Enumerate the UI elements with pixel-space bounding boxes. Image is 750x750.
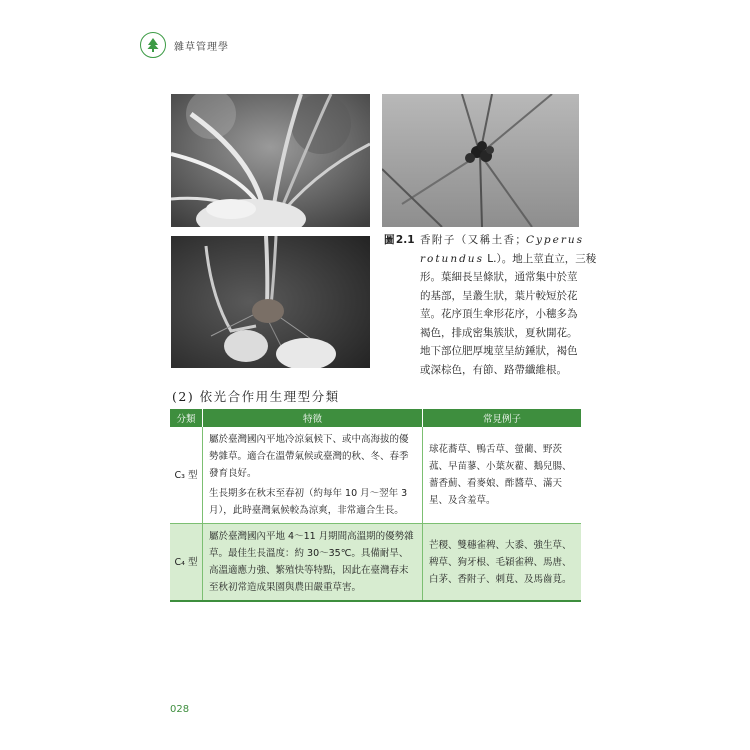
caption-line: 圖2.1 香附子（又稱土香；Cyperus [384, 234, 585, 246]
caption-line: 或深棕色，有節、路帶纖維根。 [420, 363, 567, 376]
photo-leaves-in-hand [171, 94, 370, 227]
features-cell [203, 524, 423, 602]
examples-cell [423, 427, 582, 524]
caption-line: 的基部，呈叢生狀，葉片較短於花 [420, 289, 578, 302]
scientific-name-species: rotundus [420, 252, 484, 265]
header-features: 特徵 [203, 409, 423, 427]
header-examples: 常見例子 [423, 409, 582, 427]
photo-inflorescence [382, 94, 579, 227]
figure-number: 圖2.1 [384, 234, 415, 246]
figure-caption [384, 231, 597, 379]
table-row [170, 524, 581, 602]
book-title: 雜草管理學 [174, 41, 229, 53]
tree-icon [140, 32, 166, 58]
header-category: 分類 [170, 409, 203, 427]
caption-line: rotundus L.）。地上莖直立，三稜 [420, 252, 597, 265]
features-cell [203, 427, 423, 524]
photo-tubers-roots [171, 236, 370, 368]
category-cell: C₃ 型 [170, 427, 203, 524]
section-title: (2) 依光合作用生理型分類 [172, 389, 340, 404]
scientific-name-genus: Cyperus [525, 234, 585, 246]
page-number: 028 [170, 704, 190, 715]
photosynthesis-type-table [170, 409, 581, 602]
table-header-row [170, 409, 581, 427]
examples-cell [423, 524, 582, 602]
running-header [140, 30, 229, 60]
feature-paragraph: 屬於臺灣國內平地冷涼氣候下、或中高海拔的優勢雜草。適合在溫帶氣候或臺灣的秋、冬、春季發育良好。 [209, 434, 409, 479]
table-row [170, 427, 581, 524]
feature-paragraph: 屬於臺灣國內平地 4～11 月期間高溫期的優勢雜草。最佳生長溫度：約 30～35℃。具備耐旱、高溫適應力強、繁殖快等特點，因此在臺灣春末至秋初常造成果園與農田嚴重草害。 [209, 531, 414, 593]
caption-line: 形。葉細長呈條狀，通常集中於莖 [420, 271, 578, 283]
category-cell: C₄ 型 [170, 524, 203, 602]
examples-text: 芒稷、雙穗雀稗、大黍、強生草、稗草、狗牙根、毛穎雀稗、馬唐、白茅、香附子、刺莧、及馬齒莧。 [429, 539, 572, 585]
feature-paragraph: 生長期多在秋末至春初（約每年 10 月～翌年 3 月），此時臺灣氣候較為涼爽，非常適合生長。 [209, 488, 408, 516]
caption-line: 褐色，排成密集簇狀，夏秋開花。 [420, 326, 578, 339]
caption-line: 地下部位肥厚塊莖呈紡錘狀，褐色 [420, 345, 578, 357]
caption-line: 莖。花序頂生傘形花序，小穗多為 [420, 308, 578, 320]
examples-text: 球花蕎草、鴨舌草、螢藺、野茨菰、早苗蓼、小葉灰藋、鵝兒腸、薔香薊、看麥娘、酢醬草、滿天星、及含羞草。 [429, 444, 572, 506]
